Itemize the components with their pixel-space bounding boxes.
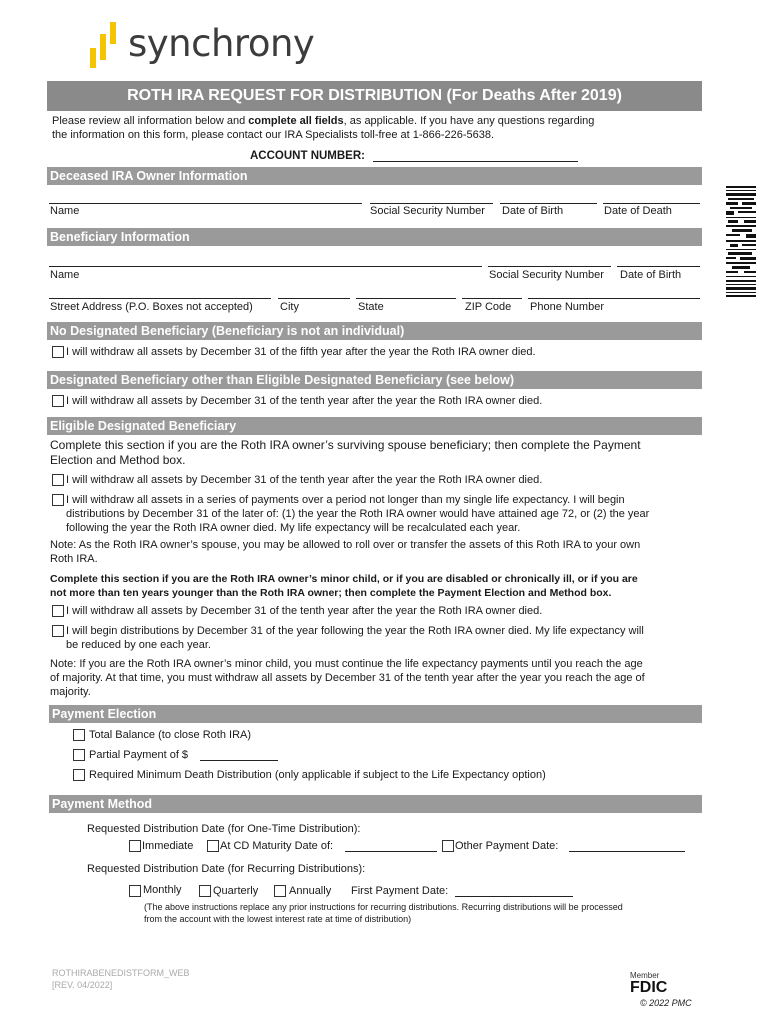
section-payment-method: Payment Method <box>49 795 702 813</box>
synchrony-logo-icon <box>90 22 122 68</box>
deceased-dob-label: Date of Birth <box>502 205 564 217</box>
monthly-checkbox[interactable] <box>129 885 141 897</box>
recurring-label: Requested Distribution Date (for Recurring Distributions): <box>87 863 366 875</box>
zip-field[interactable] <box>462 298 522 299</box>
deceased-ssn-field[interactable] <box>370 203 493 204</box>
beneficiary-dob-field[interactable] <box>617 266 700 267</box>
total-balance-label: Total Balance (to close Roth IRA) <box>89 729 252 741</box>
immediate-label: Immediate <box>142 840 194 852</box>
beneficiary-name-label: Name <box>50 269 80 281</box>
eligible-opt4-checkbox[interactable] <box>52 625 64 637</box>
cd-maturity-checkbox[interactable] <box>207 840 219 852</box>
deceased-name-field[interactable] <box>49 203 362 204</box>
beneficiary-name-field[interactable] <box>49 266 482 267</box>
street-field[interactable] <box>49 298 271 299</box>
eligible-opt1-checkbox[interactable] <box>52 474 64 486</box>
other-date-label: Other Payment Date: <box>455 840 559 852</box>
quarterly-label: Quarterly <box>213 885 259 897</box>
total-balance-checkbox[interactable] <box>73 729 85 741</box>
deceased-dob-field[interactable] <box>500 203 597 204</box>
eligible-opt3: I will withdraw all assets by December 31 of the tenth year after the year the Roth IRA owner died. <box>66 605 543 617</box>
phone-label: Phone Number <box>530 301 604 313</box>
cd-maturity-date-field[interactable] <box>345 851 437 852</box>
eligible-spouse-intro: Complete this section if you are the Roth IRA owner’s surviving spouse beneficiary; then complete the Payment Election and Method box. <box>50 438 641 467</box>
account-number-field[interactable] <box>373 161 578 162</box>
designated-other-checkbox[interactable] <box>52 395 64 407</box>
deceased-dod-field[interactable] <box>603 203 700 204</box>
no-designated-option: I will withdraw all assets by December 31 of the fifth year after the year the Roth IRA owner died. <box>66 346 536 358</box>
phone-field[interactable] <box>528 298 700 299</box>
eligible-opt4: I will begin distributions by December 31 of the year following the year the Roth IRA owner died. My life expectancy will be reduced by one each year. <box>66 625 644 651</box>
section-beneficiary: Beneficiary Information <box>47 228 702 246</box>
minor-child-note: Note: If you are the Roth IRA owner’s minor child, you must continue the life expectancy payments until you reach the age of majority. At that time, you must withdraw all assets by December 31 of the tenth year after the year you reach the age of majority. <box>50 658 645 698</box>
section-deceased-owner: Deceased IRA Owner Information <box>47 167 702 185</box>
section-no-designated: No Designated Beneficiary (Beneficiary is not an individual) <box>47 322 702 340</box>
city-field[interactable] <box>278 298 350 299</box>
deceased-dod-label: Date of Death <box>604 205 672 217</box>
deceased-name-label: Name <box>50 205 80 217</box>
section-designated-other: Designated Beneficiary other than Eligible Designated Beneficiary (see below) <box>47 371 702 389</box>
member-label: Member <box>630 971 660 980</box>
cd-maturity-label: At CD Maturity Date of: <box>220 840 334 852</box>
other-date-field[interactable] <box>569 851 685 852</box>
minor-child-intro: Complete this section if you are the Roth IRA owner’s minor child, or if you are disabled or chronically ill, or if you are not more than ten years younger than the Roth IRA owner; then complete the Payment Election and Method box. <box>50 573 638 599</box>
partial-payment-label: Partial Payment of $ <box>89 749 189 761</box>
recurring-disclaimer: (The above instructions replace any prior instructions for recurring distributions. Recurring distributions will be processed from the account with the lowest interest rate at time of distribution) <box>144 902 623 924</box>
designated-other-option: I will withdraw all assets by December 31 of the tenth year after the year the Roth IRA owner died. <box>66 395 543 407</box>
partial-payment-amount-field[interactable] <box>200 760 278 761</box>
city-label: City <box>280 301 299 313</box>
intro-text: Please review all information below and complete all fields, as applicable. If you have any questions regarding the information on this form, please contact our IRA Specialists toll-free at 1-866-226-5638. <box>52 115 595 141</box>
rmd-checkbox[interactable] <box>73 769 85 781</box>
spouse-note: Note: As the Roth IRA owner’s spouse, you may be allowed to roll over or transfer the assets of this Roth IRA to your own Roth IRA. <box>50 539 641 565</box>
section-eligible: Eligible Designated Beneficiary <box>47 417 702 435</box>
beneficiary-dob-label: Date of Birth <box>620 269 682 281</box>
form-title: ROTH IRA REQUEST FOR DISTRIBUTION (For Deaths After 2019) <box>47 81 702 111</box>
section-payment-election: Payment Election <box>49 705 702 723</box>
rmd-label: Required Minimum Death Distribution (only applicable if subject to the Life Expectancy option) <box>89 769 546 781</box>
monthly-label: Monthly <box>143 884 182 896</box>
beneficiary-ssn-field[interactable] <box>488 266 611 267</box>
logo-text: synchrony <box>128 22 315 65</box>
first-payment-label: First Payment Date: <box>351 885 449 897</box>
zip-label: ZIP Code <box>465 301 512 313</box>
eligible-opt1: I will withdraw all assets by December 31 of the tenth year after the year the Roth IRA owner died. <box>66 474 543 486</box>
first-payment-date-field[interactable] <box>455 896 573 897</box>
copyright: © 2022 PMC <box>640 998 692 1008</box>
other-date-checkbox[interactable] <box>442 840 454 852</box>
form-id: ROTHIRABENEDISTFORM_WEB [REV. 04/2022] <box>52 968 190 990</box>
deceased-ssn-label: Social Security Number <box>370 205 485 217</box>
eligible-opt3-checkbox[interactable] <box>52 605 64 617</box>
street-label: Street Address (P.O. Boxes not accepted) <box>50 301 253 313</box>
state-label: State <box>358 301 384 313</box>
state-field[interactable] <box>356 298 456 299</box>
annually-checkbox[interactable] <box>274 885 286 897</box>
account-number-label: ACCOUNT NUMBER: <box>250 150 365 162</box>
immediate-checkbox[interactable] <box>129 840 141 852</box>
barcode-icon <box>726 186 756 300</box>
fdic-logo: FDIC <box>630 979 668 996</box>
quarterly-checkbox[interactable] <box>199 885 211 897</box>
partial-payment-checkbox[interactable] <box>73 749 85 761</box>
onetime-label: Requested Distribution Date (for One-Time Distribution): <box>87 823 361 835</box>
annually-label: Annually <box>289 885 332 897</box>
eligible-opt2-checkbox[interactable] <box>52 494 64 506</box>
no-designated-checkbox[interactable] <box>52 346 64 358</box>
beneficiary-ssn-label: Social Security Number <box>489 269 604 281</box>
eligible-opt2: I will withdraw all assets in a series of payments over a period not longer than my single life expectancy. I will begin distributions by December 31 of the later of: (1) the year the Roth IRA owner would have attained age 72, or (2) the year following the year the Roth IRA owner died. My life expectancy will be recalculated each year. <box>66 494 650 534</box>
